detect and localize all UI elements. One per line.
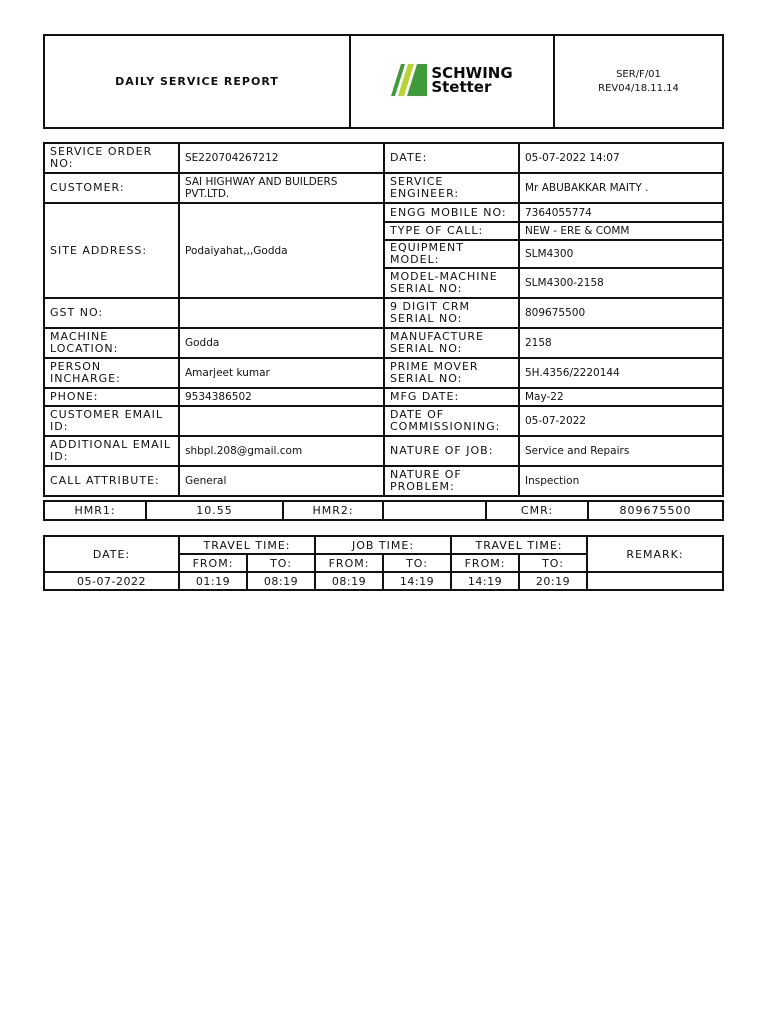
travel-time-header-1: TRAVEL TIME: [179,536,315,554]
customer-email-label: CUSTOMER EMAIL ID: [44,406,179,436]
report-header [43,34,724,129]
customer-value: SAI HIGHWAY AND BUILDERS PVT.LTD. [179,173,384,203]
nature-of-problem-value: Inspection [519,466,723,496]
time-table [43,535,724,591]
hmr-table [43,500,724,521]
equipment-model-value: SLM4300 [519,240,723,268]
hmr2-label: HMR2: [283,501,383,520]
travel2-to-header: TO: [519,554,587,572]
travel1-to: 08:19 [247,572,315,590]
stripes-logo-icon [391,64,427,96]
machine-location-label: MACHINE LOCATION: [44,328,179,358]
mfg-date-label: MFG DATE: [384,388,519,406]
cmr-label: CMR: [486,501,588,520]
logo-cell [350,35,554,128]
manufacture-serial-label: MANUFACTURE SERIAL NO: [384,328,519,358]
table-row [44,572,723,590]
manufacture-serial-value: 2158 [519,328,723,358]
revision: REV04/18.11.14 [598,82,679,94]
job-to-header: TO: [383,554,451,572]
report-title: DAILY SERVICE REPORT [44,35,350,128]
job-from-header: FROM: [315,554,383,572]
type-of-call-value: NEW - ERE & COMM [519,222,723,240]
hmr2-value [383,501,486,520]
travel1-to-header: TO: [247,554,315,572]
crm-serial-value: 809675500 [519,298,723,328]
travel1-from-header: FROM: [179,554,247,572]
site-address-label: SITE ADDRESS: [44,203,179,298]
phone-label: PHONE: [44,388,179,406]
service-engineer-label: SERVICE ENGINEER: [384,173,519,203]
prime-mover-value: 5H.4356/2220144 [519,358,723,388]
site-address-value: Podaiyahat,,,Godda [179,203,384,298]
nature-of-job-value: Service and Repairs [519,436,723,466]
person-incharge-label: PERSON INCHARGE: [44,358,179,388]
equipment-model-label: EQUIPMENT MODEL: [384,240,519,268]
call-attribute-value: General [179,466,384,496]
person-incharge-value: Amarjeet kumar [179,358,384,388]
service-order-value: SE220704267212 [179,143,384,173]
job-from: 08:19 [315,572,383,590]
phone-value: 9534386502 [179,388,384,406]
job-time-header: JOB TIME: [315,536,451,554]
travel2-to: 20:19 [519,572,587,590]
remark-header: REMARK: [587,536,723,572]
customer-email-value [179,406,384,436]
time-date-header: DATE: [44,536,179,572]
machine-location-value: Godda [179,328,384,358]
model-serial-value: SLM4300-2158 [519,268,723,298]
customer-label: CUSTOMER: [44,173,179,203]
job-to: 14:19 [383,572,451,590]
service-order-label: SERVICE ORDER NO: [44,143,179,173]
travel2-from-header: FROM: [451,554,519,572]
type-of-call-label: TYPE OF CALL: [384,222,519,240]
gst-label: GST NO: [44,298,179,328]
service-engineer-value: Mr ABUBAKKAR MAITY . [519,173,723,203]
commissioning-value: 05-07-2022 [519,406,723,436]
additional-email-value: shbpl.208@gmail.com [179,436,384,466]
additional-email-label: ADDITIONAL EMAIL ID: [44,436,179,466]
date-value: 05-07-2022 14:07 [519,143,723,173]
logo-line-2: Stetter [431,77,492,96]
engg-mobile-label: ENGG MOBILE NO: [384,203,519,222]
travel2-from: 14:19 [451,572,519,590]
schwing-stetter-logo [391,64,512,96]
hmr1-value: 10.55 [146,501,283,520]
mfg-date-value: May-22 [519,388,723,406]
nature-of-job-label: NATURE OF JOB: [384,436,519,466]
logo-line-1: SCHWING [431,63,513,82]
travel-time-header-2: TRAVEL TIME: [451,536,587,554]
form-code: SER/F/01 [616,68,661,80]
remark-value [587,572,723,590]
row-date: 05-07-2022 [44,572,179,590]
commissioning-label: DATE OF COMMISSIONING: [384,406,519,436]
nature-of-problem-label: NATURE OF PROBLEM: [384,466,519,496]
date-label: DATE: [384,143,519,173]
gst-value [179,298,384,328]
engg-mobile-value: 7364055774 [519,203,723,222]
model-serial-label: MODEL-MACHINE SERIAL NO: [384,268,519,298]
service-info-table [43,142,724,497]
prime-mover-label: PRIME MOVER SERIAL NO: [384,358,519,388]
travel1-from: 01:19 [179,572,247,590]
cmr-value: 809675500 [588,501,723,520]
hmr1-label: HMR1: [44,501,146,520]
crm-serial-label: 9 DIGIT CRM SERIAL NO: [384,298,519,328]
call-attribute-label: CALL ATTRIBUTE: [44,466,179,496]
form-reference [554,35,723,128]
